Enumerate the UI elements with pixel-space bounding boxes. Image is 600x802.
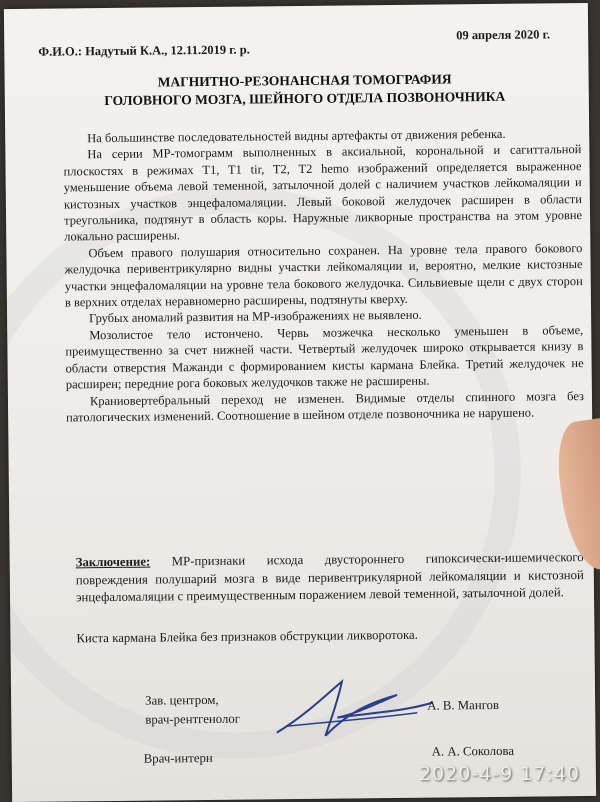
conclusion-cyst: Киста кармана Блейка без признаков обструкции ликворотока.	[76, 627, 418, 646]
paragraph: Мозолистое тело истончено. Червь мозжечка несколько уменьшен в объеме, преимущественно за счет нижней части. Четвертый желудочек широко открывается книзу в области отверстия Мажанди с формированием кисты кармана Блейка. Третий желудочек не расширен; передние рога боковых желудочков также не расширены.	[65, 322, 584, 392]
report-title	[45, 69, 565, 110]
document-page	[4, 3, 596, 802]
head-name: А. В. Мангов	[427, 697, 500, 713]
paragraph: Краниовертебральный переход не изменен. Видимые отделы спинного мозга без патологических изменений. Соотношение в шейном отделе позвоночника не нарушено.	[66, 388, 585, 425]
report-date: 09 апреля 2020 г.	[456, 27, 551, 43]
intern-role: Врач-интерн	[143, 750, 213, 766]
handwritten-signature	[267, 673, 438, 745]
intern-name: А. А. Соколова	[431, 743, 515, 759]
photo-timestamp: 2020-4-9 17:40	[418, 763, 580, 785]
patient-name: Ф.И.О.: Надутый К.А., 12.11.2019 г. р.	[38, 42, 250, 59]
conclusion-text: МР-признаки исхода двустороннего гипоксически-ишемического повреждения полушарий мозга в виде перивентрикулярной лейкомаляции и кистозной энцефаломаляции с преимущественным поражением левой теменной, затылочной долей.	[75, 550, 584, 605]
title-line-1: МАГНИТНО-РЕЗОНАНСНАЯ ТОМОГРАФИЯ	[157, 71, 452, 90]
head-role	[145, 691, 240, 730]
paragraph: Грубых аномалий развития на МР-изображениях не выявлено.	[89, 308, 422, 326]
paragraph: На серии МР-томограмм выполненных в аксиальной, корональной и сагиттальной плоскостях в режимах T1, T1 tir, T2, T2 hemo изображений определяется выраженное уменьшение объема левой теменной, затылочной долей с наличием участков лейкомаляции и кистозных участков энцефаломаляции. Левый боковой желудочек расширен в области треугольника, подтянут в область коры. Наружные ликворные пространства на этом уровне локально расширены.	[63, 142, 583, 244]
paragraph: Объем правого полушария относительно сохранен. На уровне тела правого бокового желудочка перивентрикулярно видны участки лейкомаляции и, вероятно, мелкие кистозные участки энцефаломаляции на уровне тела бокового желудочка. Сильвиевые щели с двух сторон в верхних отделах неравномерно расширены, подтянуты кверху.	[64, 240, 583, 310]
title-line-2: ГОЛОВНОГО МОЗГА, ШЕЙНОГО ОТДЕЛА ПОЗВОНОЧНИКА	[104, 88, 506, 109]
paragraph: На большинстве последовательностей видны артефакты от движения ребенка.	[87, 126, 506, 146]
conclusion	[76, 549, 585, 607]
head-role-line-1: Зав. центром,	[145, 692, 219, 708]
report-body	[63, 125, 584, 426]
conclusion-label: Заключение:	[75, 554, 151, 570]
head-role-line-2: врач-рентгенолог	[145, 711, 241, 727]
